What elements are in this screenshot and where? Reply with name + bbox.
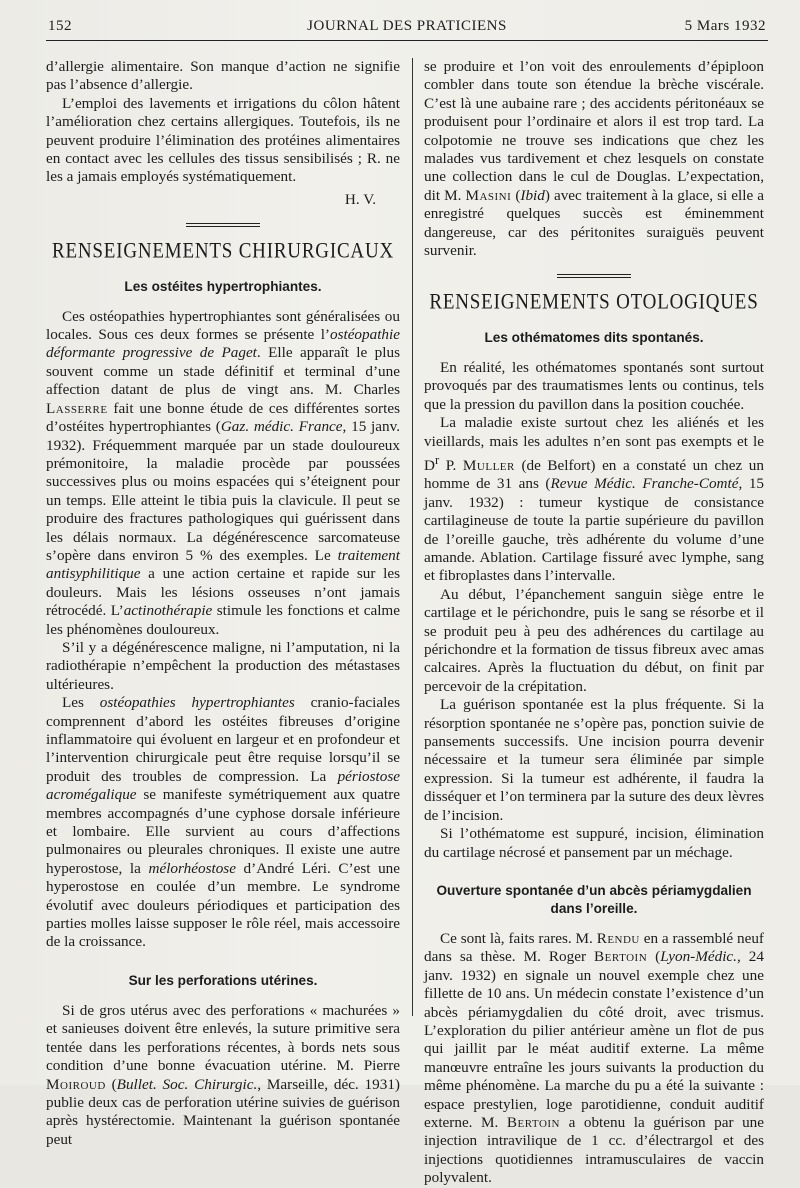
article-title: Les ostéites hypertrophiantes. <box>124 278 322 294</box>
paragraph: En réalité, les othématomes spontanés sont surtout provoqués par des traumatismes lents ou continus, tels que la pression du pavillon dans la position couchée. <box>424 358 764 413</box>
right-column <box>424 58 764 1188</box>
page-number: 152 <box>48 18 72 34</box>
header-rule <box>46 40 768 41</box>
column-divider <box>412 58 413 1016</box>
section-title: RENSEIGNEMENTS OTOLOGIQUES <box>429 290 759 315</box>
paragraph: S’il y a dégénérescence maligne, ni l’amputation, ni la radiothérapie n’empêchent la production des métastases ultérieures. <box>46 638 400 693</box>
article-title: Sur les perforations utérines. <box>128 972 318 988</box>
paragraph: L’emploi des lavements et irrigations du côlon hâtent l’amélioration chez certains allergiques. Toutefois, ils ne peuvent produire l’élimination des protéines alimentaires en contact avec les cellules des tissus sensibilisés ; R. ne les a jamais employés systématiquement. <box>46 94 400 186</box>
author-signature: H. V. <box>344 190 376 208</box>
section-separator <box>186 223 260 227</box>
paragraph: Ces ostéopathies hypertrophiantes sont généralisées ou locales. Sous ces deux formes se présente l’ostéopathie déformante progressive de Paget. Elle apparaît le plus souvent comme un stade définitif et terminal d’une affection datant de plus de vingt ans. M. Charles Lasserre fait une bonne étude de ces différentes sortes d’ostéites hypertrophiantes (Gaz. médic. France, 15 janv. 1932). Fréquemment marquée par un stade douloureux prémonitoire, la maladie procède par poussées successives plus ou moins espacées qui s’éteignent pour un temps. Elle atteint le tibia puis la clavicule. Il peut se produire des fractures pathologiques qui guérissent dans les délais normaux. La dégénérescence sarcomateuse s’opère dans environ 5 % des exemples. Le traitement antisyphilitique a une action certaine et rapide sur les douleurs. Mais les lésions osseuses n’ont jamais rétrocédé. L’actinothérapie stimule les fonctions et calme les phénomènes douloureux. <box>46 307 400 638</box>
paragraph: Au début, l’épanchement sanguin siège entre le cartilage et le périchondre, puis le sang se résorbe et il se produit peu à peu des adhérences du cartilage au périchondre et la formation de tissus fibreux avec amas calcaires. Après la fluctuation du début, on finit par percevoir de la crépitation. <box>424 585 764 695</box>
paragraph: Si de gros utérus avec des perforations « machurées » et sanieuses doivent être enlevés, la suture primitive sera tentée dans les perforations récentes, à bords nets sous condition d’une bonne évacuation utérine. M. Pierre Moiroud (Bullet. Soc. Chirurgic., Marseille, déc. 1931) publie deux cas de perforation utérine suivies de guérison après hystérectomie. Maintenant la guérison spontanée peut <box>46 1001 400 1148</box>
paragraph: Si l’othématome est suppuré, incision, élimination du cartilage nécrosé et pansement par un méchage. <box>424 825 764 861</box>
section-title: RENSEIGNEMENTS CHIRURGICAUX <box>52 239 394 264</box>
article-title: Ouverture spontanée d’un abcès périamygdalien dans l’oreille. <box>436 882 752 916</box>
paragraph: Ce sont là, faits rares. M. Rendu en a rassemblé neuf dans sa thèse. M. Roger Bertoin (Lyon-Médic., 24 janv. 1932) en signale un nouvel exemple chez une fillette de 10 ans. Un médecin constate l’existence d’un abcès périamygdalien du côté droit, avec trismus. L’exploration du pilier antérieur amène un flot de pus qui jaillit par le méat auditif externe. La même manœuvre entraîne les jours suivants la production du même phénomène. La marche du pu a été la suivante : espace prestylien, loge parotidienne, conduit auditif externe. M. Bertoin a obtenu la guérison par une injection intravilique de 1 cc. d’électrargol et des injections quotidiennes intramusculaires de vaccin polyvalent. <box>424 929 764 1187</box>
article-title: Les othématomes dits spontanés. <box>484 329 704 345</box>
paragraph: La guérison spontanée est la plus fréquente. Si la résorption spontanée ne s’opère pas, ponction suivie de pansements successifs. Une incision pourra devenir nécessaire et la tumeur sera éliminée par simple expression. Si la tumeur est adhérente, il faudra la disséquer et l’on terminera par la suture des deux lèvres de l’incision. <box>424 696 764 824</box>
left-column <box>46 58 400 1149</box>
section-separator <box>557 274 631 278</box>
paragraph: La maladie existe surtout chez les aliénés et les vieillards, mais les adultes n’en sont pas exempts et le $D^r$ P. Muller (de Belfort) en a constaté un chez un homme de 31 ans (Revue Médic. Franche-Comté, 15 janv. 1932) : tumeur kystique de consistance cartilagineuse de toute la partie supérieure du pavillon de l’oreille gauche, très adhérente du volume d’une amande. Ablation. Cartilage fissuré avec lymphe, sang et fibroplastes dans l’intervalle. <box>424 414 765 585</box>
paragraph: se produire et l’on voit des enroulements d’épiploon combler dans toute son étendue la brèche viscérale. C’est là une aubaine rare ; des accidents péritonéaux se produisent pour l’ordinaire et alors il est trop tard. La colpotomie ne trouve ses indications que chez les malades vus tardivement et chez lesquels on constate une collection dans le cul de Douglas. L’expectation, dit M. Masini (Ibid) avec traitement à la glace, si elle a enregistré quelques succès est éminemment dangereuse, car des péritonites suraiguës peuvent survenir. <box>424 58 764 260</box>
running-header <box>48 18 766 38</box>
journal-title: JOURNAL DES PRATICIENS <box>307 18 507 34</box>
paragraph: d’allergie alimentaire. Son manque d’action ne signifie pas l’absence d’allergie. <box>46 58 400 94</box>
paragraph: Les ostéopathies hypertrophiantes cranio-faciales comprennent d’abord les ostéites fibreuses d’origine inflammatoire qui évoluent en largeur et en profondeur et l’intervention chirurgicale peut être requise lorsqu’il se produit des troubles de compression. La périostose acromégalique se manifeste symétriquement aux quatre membres accompagnés d’une cyphose dorsale inférieure et lombaire. Elle survient au cours d’affections pulmonaires ou pleurales chroniques. Il existe une autre hyperostose, la mélorhéostose d’André Léri. C’est une hyperostose en coulée d’un membre. Le syndrome évolutif avec douleurs périodiques et participation des parties molles laisse supposer le rôle réel, mais accessoire de la croissance. <box>46 694 400 951</box>
issue-date: 5 Mars 1932 <box>684 18 766 34</box>
